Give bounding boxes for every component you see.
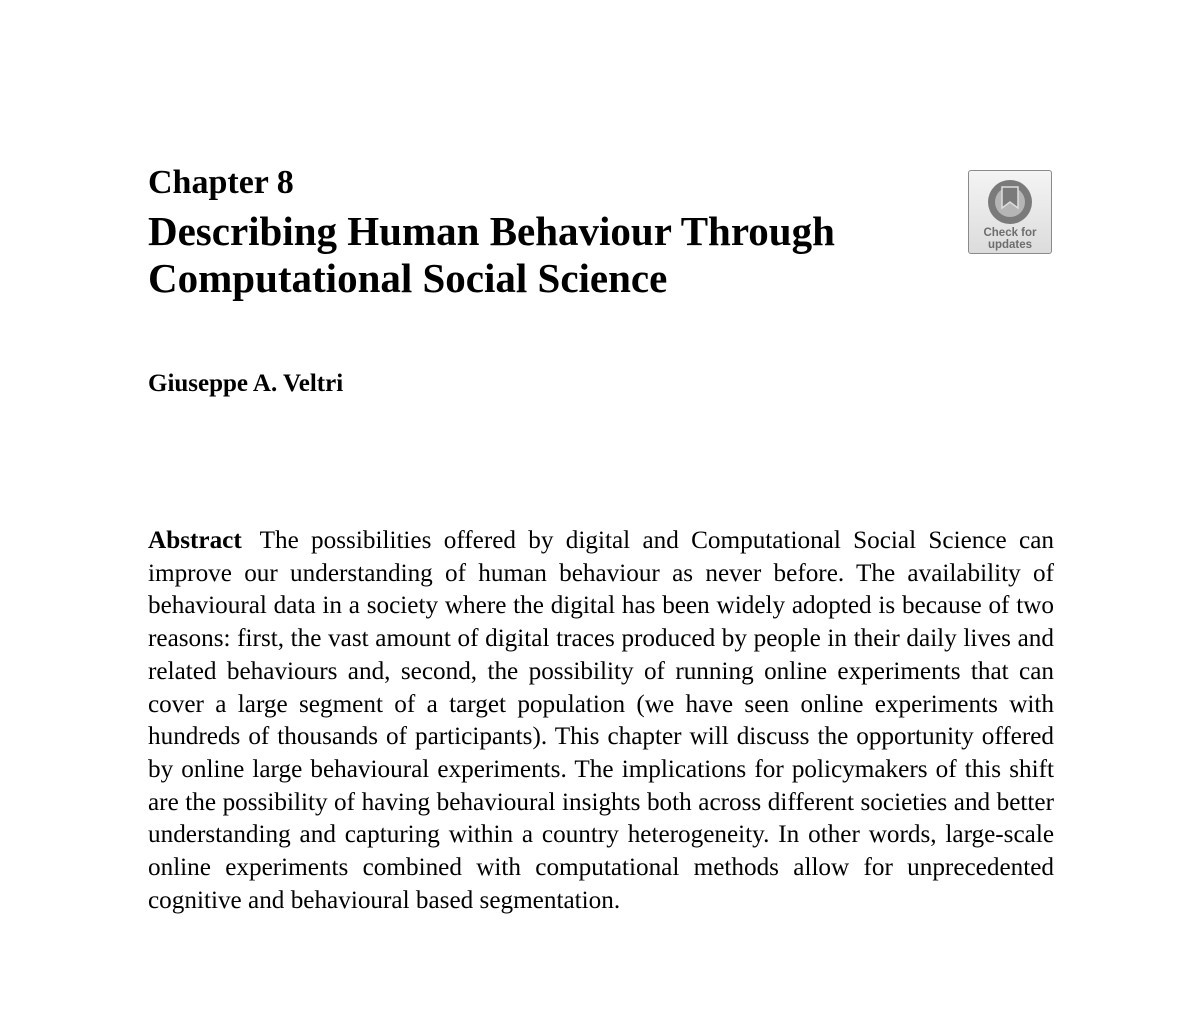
abstract-text: The possibilities offered by digital and Computational Social Science can improve our understanding of human behaviour as never before. The availability of behavioural data in a society where the digital has been widely adopted is because of two reasons: first, the vast amount of digital traces produced by people in their daily lives and related behaviours and, second, the possibility of running online experiments that can cover a large segment of a target population (we have seen online experiments with hundreds of thousands of participants). This chapter will discuss the opportunity offered by online large behavioural experiments. The implications for policymakers of this shift are the possibility of having behavioural insights both across different societies and better understanding and capturing within a country heterogeneity. In other words, large-scale online experiments combined with computational methods allow for unprecedented cognitive and behavioural based segmentation.: [148, 527, 1054, 914]
badge-label-line-1: Check for: [983, 227, 1037, 239]
check-for-updates-icon: [985, 177, 1035, 227]
check-for-updates-badge[interactable]: [968, 170, 1052, 254]
chapter-number: Chapter 8: [148, 164, 294, 201]
badge-label-line-2: updates: [987, 239, 1033, 251]
abstract-paragraph: [148, 525, 1054, 917]
chapter-title: [148, 208, 948, 302]
abstract-heading: Abstract: [148, 527, 242, 554]
chapter-title-line-1: Describing Human Behaviour Through: [148, 208, 835, 254]
author-name: Giuseppe A. Veltri: [148, 370, 344, 397]
chapter-title-line-2: Computational Social Science: [148, 255, 668, 301]
